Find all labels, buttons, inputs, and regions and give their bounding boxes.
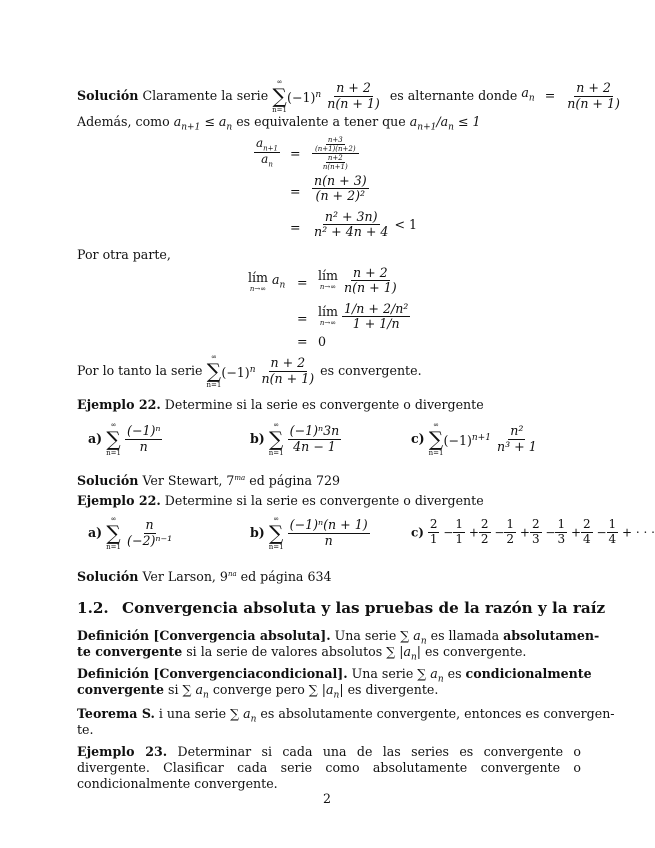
eq-lim-1: = — [297, 275, 308, 290]
example-22b-item-a: a) ∞ ∑ n=1 $\frac{n}{\text{(−2)ⁿ⁻¹}}$ — [88, 515, 173, 551]
theorem-line-1: Teorema S. i una serie ∑ $a_n$ es absolutamente convergente, entonces es convergen- — [77, 706, 615, 725]
series-fraction: $\frac{n + 2}{n(n + 1)}$ — [327, 80, 380, 111]
condition-expr: $a_{n+1} \le a_n$ — [173, 114, 233, 133]
solution-label: Solución — [77, 88, 139, 103]
definition-1-line-1: Definición [Convergencia absoluta]. Una serie ∑ $a_n$ es llamada absolutamen- — [77, 628, 600, 647]
solution-2-line: Solución Ver Stewart, $7^{ma}$ ed página 729 — [77, 473, 341, 489]
equals-sign: = — [544, 88, 556, 103]
definition-2-line-2: convergente si ∑ $a_n$ converge pero ∑ $|a_n|$ es divergente. — [77, 682, 439, 701]
text-equivalente: es equivalente a tener que — [236, 114, 406, 129]
example-22-item-a: a) ∞ ∑ n=1 $\frac{\text{(−1)ⁿ}}{n}$ — [88, 421, 161, 457]
c-term: $\frac{2}{1}$ — [429, 517, 438, 546]
limit-step-1: lím n→∞ $\frac{n + 2}{n(n + 1)}$ — [318, 265, 397, 296]
limit-step-2: lím n→∞ $\frac{\text{1/n + 2/n²}}{1 + 1/n}$ — [318, 301, 409, 332]
eq-2: = — [290, 184, 301, 199]
example-22b-heading: Ejemplo 22. Determine si la serie es convergente o divergente — [77, 493, 484, 508]
solution-text: Claramente la serie — [142, 88, 269, 103]
example-23-paragraph: Ejemplo 23. Determinar si cada una de las series es convergente o divergente. Clasificar cada serie como absolutamente convergente o condicionalmente convergente. — [77, 744, 581, 791]
eq-lim-2: = — [297, 311, 308, 326]
definition-1-line-2: te convergente si la serie de valores absolutos ∑ $|a_n|$ es convergente. — [77, 644, 527, 663]
example-22-heading: Ejemplo 22. Determine si la serie es convergente o divergente — [77, 397, 484, 412]
compound-fraction: $\frac{\frac{n+3}{(n+1)(n+2)}}{\frac{n+2}{n(n+1)}}$ — [312, 136, 359, 171]
section-heading — [77, 599, 605, 617]
example-22b-item-c: c) $\frac{2}{1}$ − $\frac{1}{1}$ + $\frac{2}{2}$ − $\frac{1}{2}$ + $\frac{2}{3}$ − $\frac{1}{3}$ + $\frac{2}{4}$ − $\frac{1}{4}$ + · · · — [411, 517, 655, 546]
example-22-item-b: b) ∞ ∑ n=1 $\frac{\text{(−1)ⁿ3n}}{4n - 1}$ — [250, 421, 340, 457]
series-sum-symbol: ∞ ∑ n=1 — [272, 78, 287, 114]
limit-result: 0 — [318, 334, 327, 349]
eq-lim-3: = — [297, 334, 308, 349]
an-fraction: $\frac{n + 2}{n(n + 1)}$ — [567, 80, 620, 111]
example-22-item-c: c) ∞ ∑ n=1 $(-1)^{n+1}$ $\frac{\text{n²}}{\text{n³ + 1}}$ — [411, 421, 537, 457]
solution-text-b: es alternante donde — [389, 88, 518, 103]
conclusion-line: Por lo tanto la serie ∞ ∑ n=1 $(-1)^n$ $\frac{n + 2}{n(n + 1)}$ es convergente. — [77, 353, 422, 389]
page-number: 2 — [323, 791, 332, 806]
eq-3: = — [290, 220, 301, 235]
step-3-fraction: $\frac{\text{n² + 3n)}}{\text{n² + 4n + 4}}$ < 1 — [314, 209, 418, 240]
an-symbol: $a_n$ — [521, 85, 535, 104]
definition-2-line-1: Definición [Convergenciacondicional]. Una serie ∑ $a_n$ es condicionalmente — [77, 666, 592, 685]
series-term: $(-1)^n$ — [287, 89, 322, 105]
theorem-line-2: te. — [77, 722, 94, 737]
ratio-lhs: $\frac{a_{n+1}}{a_n}$ — [256, 136, 278, 169]
ratio-expr: $a_{n+1}/a_n \le 1$ — [409, 114, 481, 133]
text-ademas: Además, como — [77, 114, 170, 129]
solution-1-line-2 — [77, 114, 481, 136]
limit-lhs: lím n→∞ $a_n$ — [248, 270, 286, 293]
example-22b-item-b: b) ∞ ∑ n=1 $\frac{\text{(−1)ⁿ(n + 1)}}{n}$ — [250, 515, 368, 551]
solution-3-line: Solución Ver Larson, $9^{na}$ ed página 634 — [77, 569, 332, 585]
section-title: Convergencia absoluta y las pruebas de la razón y la raíz — [122, 599, 606, 617]
eq-1: = — [290, 146, 301, 161]
section-number: 1.2. — [77, 599, 109, 617]
step-2-fraction: $\frac{n(n + 3)}{\text{(n + 2)²}}$ — [314, 173, 367, 204]
solution-1-line — [77, 78, 622, 114]
otra-parte-text: Por otra parte, — [77, 247, 171, 262]
